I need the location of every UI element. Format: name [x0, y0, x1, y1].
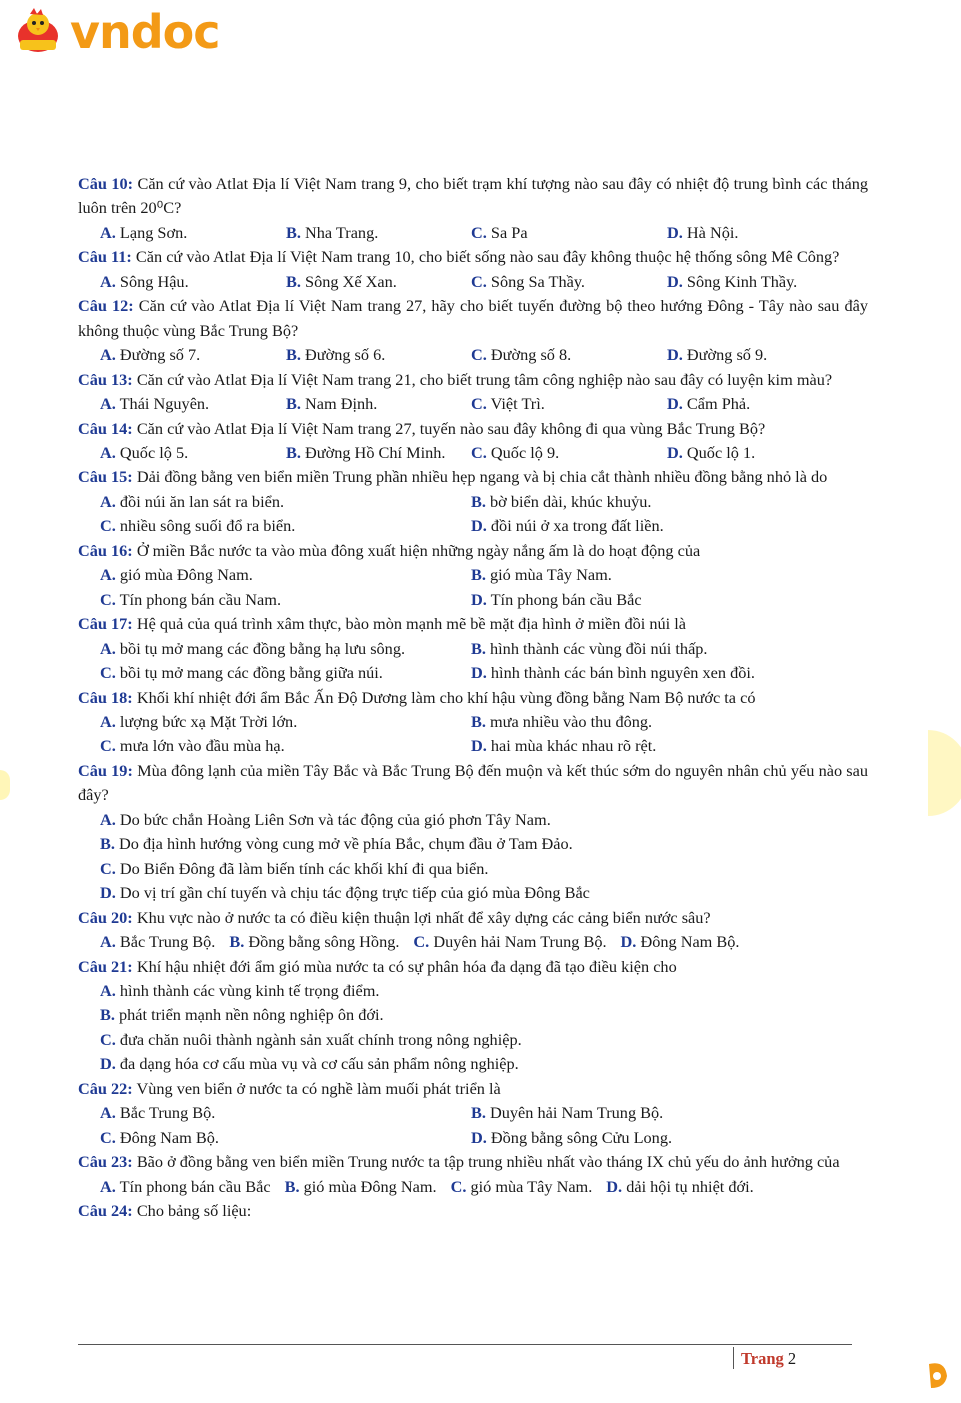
- option-letter: A.: [100, 565, 116, 585]
- option-letter: D.: [667, 394, 683, 414]
- answer-option[interactable]: [100, 810, 551, 829]
- option-letter: A.: [100, 491, 116, 511]
- answer-option[interactable]: [667, 392, 750, 416]
- option-text: bồi tụ mở mang các đồng bằng hạ lưu sông.: [119, 638, 406, 658]
- answer-option[interactable]: [471, 441, 667, 465]
- option-text: gió mùa Đông Nam.: [119, 565, 253, 585]
- option-text: Đồng bằng sông Cửu Long.: [490, 1127, 673, 1147]
- answer-option[interactable]: [100, 221, 286, 245]
- question-text: Dải đồng bằng ven biển miền Trung phần nhiều hẹp ngang và bị chia cắt thành nhiều đồng bằng nhỏ là do: [136, 467, 828, 487]
- option-text: Sông Sa Thầy.: [490, 271, 585, 291]
- question-list: [78, 172, 868, 1223]
- answer-option[interactable]: [100, 392, 286, 416]
- question-text: Bão ở đồng bằng ven biển miền Trung nước ta tập trung nhiều nhất vào tháng IX chủ yếu do ảnh hưởng của: [136, 1152, 840, 1172]
- options-row: [78, 490, 868, 514]
- question-text: Ở miền Bắc nước ta vào mùa đông xuất hiện những ngày nắng ấm là do hoạt động của: [136, 540, 701, 560]
- answer-option[interactable]: [100, 883, 590, 902]
- question-stem: [78, 294, 868, 343]
- options-row: [78, 563, 868, 587]
- option-letter: B.: [471, 491, 486, 511]
- option-text: lượng bức xạ Mặt Trời lớn.: [119, 711, 298, 731]
- option-text: Đông Nam Bộ.: [640, 932, 740, 952]
- answer-option[interactable]: [100, 563, 471, 587]
- options-row: [78, 857, 868, 881]
- answer-option[interactable]: [471, 1101, 663, 1125]
- option-text: Tín phong bán cầu Bắc: [119, 1176, 271, 1196]
- option-letter: B.: [286, 271, 301, 291]
- option-text: Do địa hình hướng vòng cung mở về phía Bắc, chụm đầu ở Tam Đảo.: [119, 834, 573, 854]
- options-row: [78, 1175, 868, 1199]
- answer-option[interactable]: [100, 859, 488, 878]
- option-text: Sông Hậu.: [119, 271, 189, 291]
- question-text: Khu vực nào ở nước ta có điều kiện thuận lợi nhất để xây dựng các cảng biển nước sâu?: [136, 907, 711, 927]
- option-letter: C.: [471, 442, 487, 462]
- question-block: [78, 686, 868, 759]
- option-text: Do Biển Đông đã làm biến tính các khối khí đi qua biển.: [119, 858, 489, 878]
- question-text: Căn cứ vào Atlat Địa lí Việt Nam trang 21, cho biết trung tâm công nghiệp nào sau đây có luyện kim màu?: [136, 369, 833, 389]
- option-letter: D.: [606, 1176, 623, 1196]
- question-number: Câu 19:: [78, 760, 133, 780]
- option-letter: A.: [100, 932, 116, 952]
- answer-option[interactable]: [667, 270, 797, 294]
- answer-option[interactable]: [100, 1177, 271, 1196]
- question-number: Câu 14:: [78, 418, 133, 438]
- question-text: Khối khí nhiệt đới ẩm Bắc Ấn Độ Dương làm cho khí hậu vùng đồng bằng Nam Bộ nước ta có: [136, 687, 756, 707]
- option-letter: A.: [100, 394, 116, 414]
- option-text: gió mùa Đông Nam.: [303, 1176, 437, 1196]
- option-text: Tín phong bán cầu Nam.: [119, 589, 282, 609]
- side-decoration: [0, 770, 10, 800]
- question-number: Câu 17:: [78, 614, 133, 634]
- answer-option[interactable]: [471, 1126, 672, 1150]
- option-text: Lạng Sơn.: [119, 222, 188, 242]
- question-block: [78, 1077, 868, 1150]
- question-stem: [78, 368, 868, 392]
- chicken-mascot-icon: [14, 8, 64, 56]
- option-text: Quốc lộ 1.: [686, 442, 756, 462]
- option-letter: C.: [100, 589, 116, 609]
- option-text: Đông Nam Bộ.: [119, 1127, 219, 1147]
- question-stem: [78, 686, 868, 710]
- side-decoration: [928, 730, 961, 816]
- answer-option[interactable]: [100, 637, 471, 661]
- question-text: Cho bảng số liệu:: [136, 1201, 252, 1221]
- question-stem: [78, 612, 868, 636]
- question-number: Câu 15:: [78, 467, 133, 487]
- option-letter: A.: [100, 711, 116, 731]
- question-number: Câu 18:: [78, 687, 133, 707]
- answer-option[interactable]: [286, 343, 471, 367]
- question-block: [78, 759, 868, 906]
- question-block: [78, 245, 868, 294]
- option-text: đa dạng hóa cơ cấu mùa vụ và cơ cấu sản phẩm nông nghiệp.: [119, 1054, 519, 1074]
- options-row: [78, 881, 868, 905]
- question-number: Câu 11:: [78, 247, 132, 267]
- question-block: [78, 172, 868, 245]
- option-text: Sa Pa: [490, 222, 528, 242]
- page-label: Trang: [741, 1349, 784, 1368]
- question-text: Căn cứ vào Atlat Địa lí Việt Nam trang 10, cho biết sống nào sau đây không thuộc hệ thống sông Mê Công?: [135, 247, 840, 267]
- answer-option[interactable]: [471, 270, 667, 294]
- question-block: [78, 465, 868, 538]
- option-letter: A.: [100, 222, 116, 242]
- option-letter: B.: [286, 442, 301, 462]
- options-row: [78, 930, 868, 954]
- question-number: Câu 10:: [78, 174, 134, 193]
- option-text: Nam Định.: [305, 394, 378, 414]
- answer-option[interactable]: [667, 441, 755, 465]
- option-letter: B.: [471, 711, 486, 731]
- option-text: Đường số 7.: [119, 345, 201, 365]
- question-stem: [78, 172, 868, 221]
- option-letter: D.: [471, 663, 487, 683]
- answer-option[interactable]: [667, 343, 767, 367]
- option-text: Sông Xế Xan.: [305, 271, 397, 291]
- option-text: bờ biển dài, khúc khuỷu.: [490, 491, 652, 511]
- options-row: [78, 392, 868, 416]
- option-letter: D.: [471, 1127, 487, 1147]
- answer-option[interactable]: [471, 710, 652, 734]
- answer-option[interactable]: [229, 932, 399, 951]
- option-letter: D.: [620, 932, 637, 952]
- question-block: [78, 906, 868, 955]
- answer-option[interactable]: [100, 588, 471, 612]
- option-letter: B.: [471, 565, 486, 585]
- question-stem: [78, 417, 868, 441]
- question-stem: [78, 759, 868, 808]
- logo-wordmark: vndoc: [70, 5, 220, 59]
- answer-option[interactable]: [471, 563, 612, 587]
- options-row: [78, 343, 868, 367]
- option-letter: D.: [471, 516, 487, 536]
- question-stem: [78, 906, 868, 930]
- options-row: [78, 221, 868, 245]
- question-stem: [78, 955, 868, 979]
- option-letter: B.: [100, 1005, 115, 1025]
- option-text: Đường số 9.: [686, 345, 768, 365]
- option-text: hình thành các vùng đồi núi thấp.: [490, 638, 708, 658]
- answer-option[interactable]: [100, 343, 286, 367]
- question-number: Câu 12:: [78, 296, 134, 316]
- option-text: hai mùa khác nhau rõ rệt.: [490, 736, 657, 756]
- option-letter: D.: [471, 736, 487, 756]
- answer-option[interactable]: [100, 834, 573, 853]
- option-letter: A.: [100, 638, 116, 658]
- question-stem: [78, 1150, 868, 1174]
- option-letter: C.: [413, 932, 430, 952]
- option-text: Do vị trí gần chí tuyến và chịu tác động trực tiếp của gió mùa Đông Bắc: [119, 883, 590, 903]
- answer-option[interactable]: [100, 981, 379, 1000]
- options-row: [78, 1052, 868, 1076]
- answer-option[interactable]: [471, 490, 651, 514]
- answer-option[interactable]: [606, 1177, 753, 1196]
- option-letter: B.: [286, 222, 301, 242]
- answer-option[interactable]: [471, 637, 708, 661]
- option-letter: C.: [100, 1127, 116, 1147]
- question-text: Mùa đông lạnh của miền Tây Bắc và Bắc Trung Bộ đến muộn và kết thúc sớm do nguyên nhân chủ yếu nào sau đây?: [78, 760, 868, 805]
- option-text: bồi tụ mở mang các đồng bằng giữa núi.: [119, 663, 383, 683]
- option-letter: B.: [229, 932, 245, 952]
- option-text: Bắc Trung Bộ.: [119, 932, 216, 952]
- option-letter: A.: [100, 442, 116, 462]
- option-letter: D.: [667, 345, 683, 365]
- option-text: phát triển mạnh nền nông nghiệp ôn đới.: [119, 1005, 384, 1025]
- answer-option[interactable]: [286, 392, 471, 416]
- answer-option[interactable]: [100, 270, 286, 294]
- options-row: [78, 441, 868, 465]
- option-letter: C.: [100, 1029, 116, 1049]
- answer-option[interactable]: [621, 932, 740, 951]
- options-row: [78, 734, 868, 758]
- option-letter: C.: [100, 516, 116, 536]
- option-letter: D.: [471, 589, 487, 609]
- answer-option[interactable]: [286, 221, 471, 245]
- option-text: Tín phong bán cầu Bắc: [490, 589, 642, 609]
- options-row: [78, 588, 868, 612]
- answer-option[interactable]: [413, 932, 606, 951]
- answer-option[interactable]: [100, 734, 471, 758]
- option-text: Đường số 6.: [305, 345, 386, 365]
- question-block: [78, 1150, 868, 1199]
- option-text: Việt Trì.: [490, 394, 545, 414]
- option-text: Đường Hồ Chí Minh.: [305, 442, 446, 462]
- answer-option[interactable]: [100, 1101, 471, 1125]
- page-number: [741, 1349, 796, 1369]
- option-letter: C.: [471, 394, 487, 414]
- question-stem: [78, 1077, 868, 1101]
- option-text: Duyên hải Nam Trung Bộ.: [490, 1103, 664, 1123]
- option-letter: B.: [471, 1103, 486, 1123]
- option-letter: C.: [450, 1176, 467, 1196]
- question-number: Câu 21:: [78, 956, 133, 976]
- question-number: Câu 24:: [78, 1201, 133, 1221]
- option-text: Nha Trang.: [305, 222, 379, 242]
- answer-option[interactable]: [100, 514, 471, 538]
- question-text: Khí hậu nhiệt đới ẩm gió mùa nước ta có sự phân hóa đa dạng đã tạo điều kiện cho: [136, 956, 677, 976]
- option-letter: C.: [100, 663, 116, 683]
- question-block: [78, 539, 868, 612]
- options-row: [78, 710, 868, 734]
- option-letter: A.: [100, 980, 116, 1000]
- option-letter: C.: [471, 345, 487, 365]
- answer-option[interactable]: [100, 1126, 471, 1150]
- option-text: gió mùa Tây Nam.: [490, 565, 612, 585]
- option-text: hình thành các bán bình nguyên xen đồi.: [490, 663, 755, 683]
- answer-option[interactable]: [286, 270, 471, 294]
- option-text: đồi núi ở xa trong đất liền.: [490, 516, 664, 536]
- question-text: Vùng ven biển ở nước ta có nghề làm muối phát triển là: [136, 1078, 501, 1098]
- question-text: Hệ quả của quá trình xâm thực, bào mòn mạnh mẽ bề mặt địa hình ở miền đồi núi là: [136, 614, 686, 634]
- options-row: [78, 979, 868, 1003]
- answer-option[interactable]: [667, 221, 738, 245]
- vndoc-logo[interactable]: [14, 6, 254, 58]
- question-block: [78, 612, 868, 685]
- option-letter: C.: [100, 858, 116, 878]
- question-block: [78, 368, 868, 417]
- answer-option[interactable]: [471, 514, 664, 538]
- answer-option[interactable]: [471, 392, 667, 416]
- option-text: Quốc lộ 5.: [119, 442, 189, 462]
- option-text: mưa nhiều vào thu đông.: [490, 711, 653, 731]
- question-text: Căn cứ vào Atlat Địa lí Việt Nam trang 9, cho biết trạm khí tượng nào sau đây có nhiệt độ trung bình các tháng luôn trên 20⁰C?: [78, 174, 868, 218]
- option-text: Cẩm Phả.: [686, 394, 751, 414]
- options-row: [78, 270, 868, 294]
- question-block: [78, 1199, 868, 1223]
- answer-option[interactable]: [286, 441, 471, 465]
- option-letter: A.: [100, 271, 116, 291]
- option-letter: B.: [286, 345, 301, 365]
- footer-divider: [78, 1344, 852, 1345]
- option-text: Sông Kinh Thầy.: [686, 271, 798, 291]
- answer-option[interactable]: [100, 1005, 384, 1024]
- options-row: [78, 1003, 868, 1027]
- question-number: Câu 23:: [78, 1152, 133, 1172]
- answer-option[interactable]: [100, 1030, 522, 1049]
- option-letter: A.: [100, 809, 116, 829]
- option-text: Đường số 8.: [490, 345, 572, 365]
- answer-option[interactable]: [100, 710, 471, 734]
- option-text: Thái Nguyên.: [119, 394, 210, 414]
- options-row: [78, 1028, 868, 1052]
- option-text: Hà Nội.: [686, 222, 739, 242]
- question-stem: [78, 539, 868, 563]
- question-stem: [78, 1199, 868, 1223]
- answer-option[interactable]: [100, 490, 471, 514]
- answer-option[interactable]: [471, 221, 667, 245]
- question-number: Câu 16:: [78, 540, 133, 560]
- answer-option[interactable]: [471, 661, 755, 685]
- option-letter: B.: [471, 638, 486, 658]
- option-text: Do bức chắn Hoàng Liên Sơn và tác động của gió phơn Tây Nam.: [119, 809, 551, 829]
- option-text: mưa lớn vào đầu mùa hạ.: [119, 736, 285, 756]
- answer-option[interactable]: [451, 1177, 593, 1196]
- option-text: gió mùa Tây Nam.: [470, 1176, 593, 1196]
- option-letter: A.: [100, 1103, 116, 1123]
- option-text: Bắc Trung Bộ.: [119, 1103, 216, 1123]
- answer-option[interactable]: [100, 441, 286, 465]
- option-letter: D.: [667, 442, 683, 462]
- option-letter: B.: [284, 1176, 300, 1196]
- option-letter: D.: [667, 222, 683, 242]
- question-stem: [78, 465, 868, 489]
- option-letter: B.: [100, 834, 115, 854]
- options-row: [78, 1126, 868, 1150]
- answer-option[interactable]: [100, 1054, 519, 1073]
- option-letter: C.: [471, 222, 487, 242]
- option-text: đưa chăn nuôi thành ngành sản xuất chính trong nông nghiệp.: [119, 1029, 522, 1049]
- option-text: dải hội tụ nhiệt đới.: [626, 1176, 754, 1196]
- option-letter: B.: [286, 394, 301, 414]
- answer-option[interactable]: [471, 588, 642, 612]
- question-block: [78, 417, 868, 466]
- option-text: Quốc lộ 9.: [490, 442, 560, 462]
- answer-option[interactable]: [471, 734, 656, 758]
- options-row: [78, 808, 868, 832]
- question-number: Câu 13:: [78, 369, 133, 389]
- question-text: Căn cứ vào Atlat Địa lí Việt Nam trang 27, hãy cho biết tuyến đường bộ theo hướng Đông - Tây nào sau đây không thuộc vùng Bắc Trung Bộ?: [78, 296, 868, 340]
- options-row: [78, 1101, 868, 1125]
- option-letter: D.: [667, 271, 683, 291]
- answer-option[interactable]: [471, 343, 667, 367]
- options-row: [78, 637, 868, 661]
- question-number: Câu 22:: [78, 1078, 133, 1098]
- question-block: [78, 294, 868, 367]
- question-stem: [78, 245, 868, 269]
- question-number: Câu 20:: [78, 907, 133, 927]
- corner-logo-icon: [925, 1358, 951, 1392]
- answer-option[interactable]: [100, 661, 471, 685]
- option-letter: D.: [100, 883, 116, 903]
- option-text: Duyên hải Nam Trung Bộ.: [433, 932, 607, 952]
- option-letter: A.: [100, 1176, 116, 1196]
- option-text: Đồng bằng sông Hồng.: [248, 932, 400, 952]
- footer-divider-vertical: [733, 1347, 734, 1369]
- page-number-value: 2: [787, 1349, 797, 1368]
- option-text: đồi núi ăn lan sát ra biển.: [119, 491, 285, 511]
- option-text: hình thành các vùng kinh tế trọng điểm.: [119, 980, 380, 1000]
- option-letter: A.: [100, 345, 116, 365]
- option-letter: C.: [100, 736, 116, 756]
- option-letter: D.: [100, 1054, 116, 1074]
- answer-option[interactable]: [100, 932, 215, 951]
- question-text: Căn cứ vào Atlat Địa lí Việt Nam trang 27, tuyến nào sau đây không đi qua vùng Bắc Trung Bộ?: [136, 418, 766, 438]
- options-row: [78, 832, 868, 856]
- question-block: [78, 955, 868, 1077]
- option-text: nhiều sông suối đổ ra biển.: [119, 516, 296, 536]
- answer-option[interactable]: [285, 1177, 437, 1196]
- options-row: [78, 661, 868, 685]
- options-row: [78, 514, 868, 538]
- option-letter: C.: [471, 271, 487, 291]
